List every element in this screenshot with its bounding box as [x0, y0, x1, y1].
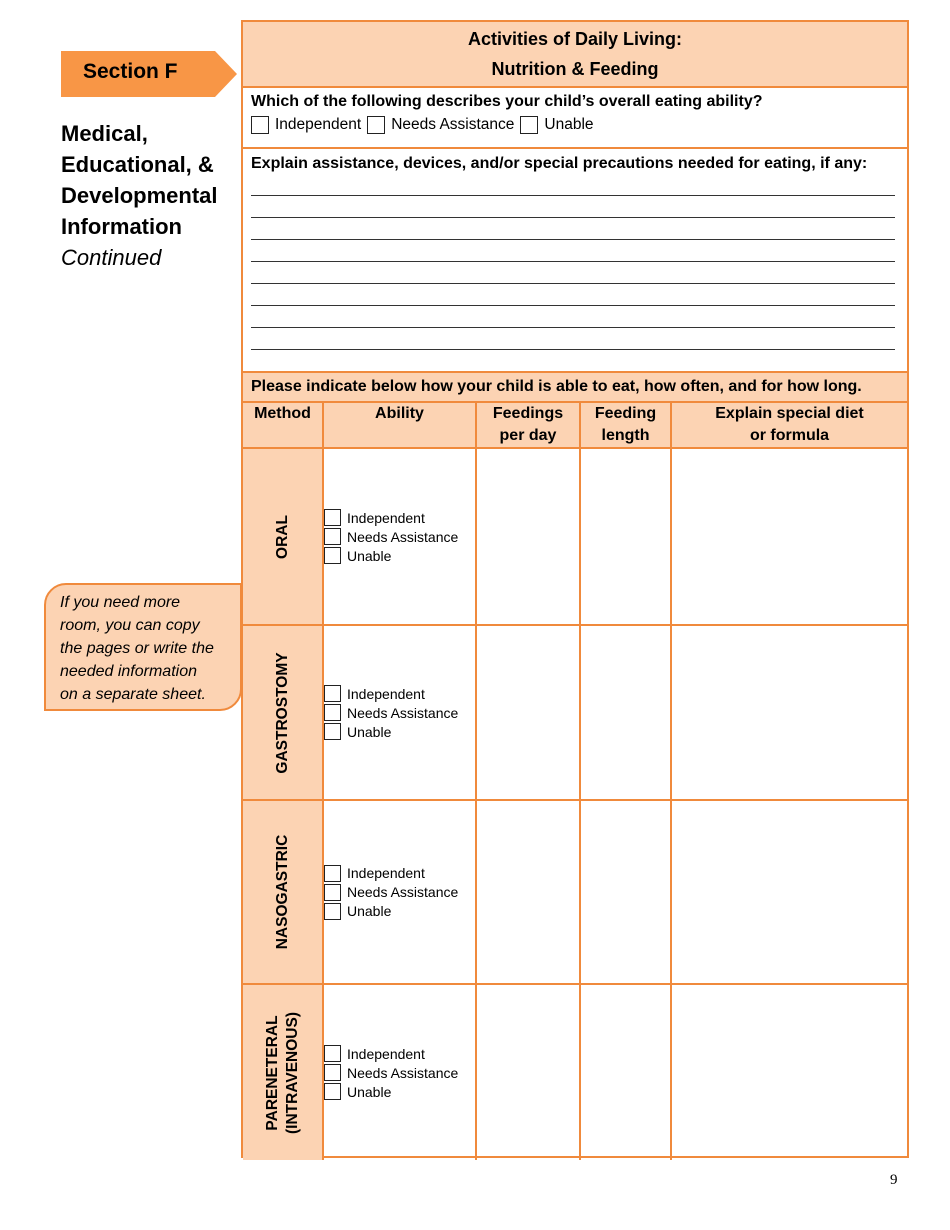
- section-title-line: Information: [61, 214, 182, 239]
- note-line: If you need more: [60, 594, 181, 611]
- nutrition-feeding-form: [241, 20, 909, 1158]
- special-diet-cell[interactable]: [671, 800, 907, 984]
- answer-line[interactable]: [251, 261, 895, 262]
- overall-eating-question: [243, 88, 907, 149]
- needs-assistance-checkbox[interactable]: [367, 116, 385, 134]
- header-feeding-length: Feeding length: [580, 403, 671, 448]
- overall-eating-options: [251, 116, 899, 134]
- needs-assistance-checkbox[interactable]: [324, 704, 341, 721]
- header-method: Method: [243, 403, 323, 448]
- table-row: [243, 984, 907, 1160]
- option-independent: [251, 116, 361, 134]
- needs-assistance-checkbox[interactable]: [324, 528, 341, 545]
- answer-line[interactable]: [251, 195, 895, 196]
- table-row: [243, 448, 907, 625]
- section-title-line: Developmental: [61, 183, 218, 208]
- table-row: [243, 625, 907, 800]
- ability-cell: Independent Needs Assistance Unable: [323, 984, 476, 1160]
- note-line: needed information: [60, 663, 197, 680]
- special-diet-cell[interactable]: [671, 448, 907, 625]
- answer-line[interactable]: [251, 349, 895, 350]
- eating-precautions-label: Explain assistance, devices, and/or special precautions needed for eating, if any:: [251, 155, 868, 172]
- feedings-per-day-cell[interactable]: [476, 800, 580, 984]
- ability-cell: Independent Needs Assistance Unable: [323, 625, 476, 800]
- independent-checkbox[interactable]: [324, 1045, 341, 1062]
- independent-checkbox[interactable]: [324, 865, 341, 882]
- answer-line[interactable]: [251, 239, 895, 240]
- note-line: room, you can copy: [60, 617, 200, 634]
- section-tab-label: Section F: [83, 60, 178, 83]
- ability-cell: Independent Needs Assistance Unable: [323, 800, 476, 984]
- table-row: [243, 800, 907, 984]
- unable-checkbox[interactable]: [324, 723, 341, 740]
- indicate-instruction: Please indicate below how your child is able to eat, how often, and for how long.: [243, 373, 907, 403]
- header-special-diet: Explain special diet or formula: [671, 403, 907, 448]
- note-line: on a separate sheet.: [60, 686, 206, 703]
- answer-line[interactable]: [251, 305, 895, 306]
- independent-checkbox[interactable]: [324, 509, 341, 526]
- independent-checkbox[interactable]: [251, 116, 269, 134]
- unable-checkbox[interactable]: [324, 903, 341, 920]
- section-title: [61, 118, 218, 273]
- feeding-length-cell[interactable]: [580, 448, 671, 625]
- method-pareneteral: PARENETERAL (INTRAVENOUS): [243, 984, 323, 1160]
- answer-line[interactable]: [251, 217, 895, 218]
- eating-precautions-question: [243, 149, 907, 373]
- answer-line[interactable]: [251, 283, 895, 284]
- more-room-note: [44, 583, 242, 711]
- feeding-length-cell[interactable]: [580, 984, 671, 1160]
- page-number: 9: [890, 1172, 898, 1188]
- special-diet-cell[interactable]: [671, 625, 907, 800]
- form-header-line1: Activities of Daily Living:: [467, 29, 683, 49]
- overall-eating-label: Which of the following describes your child’s overall eating ability?: [251, 93, 763, 110]
- method-oral: ORAL: [243, 448, 323, 625]
- independent-checkbox[interactable]: [324, 685, 341, 702]
- header-feedings-per-day: Feedings per day: [476, 403, 580, 448]
- form-header: [243, 22, 907, 88]
- answer-line[interactable]: [251, 327, 895, 328]
- section-title-line: Medical,: [61, 121, 148, 146]
- option-label: Unable: [544, 116, 594, 133]
- feeding-length-cell[interactable]: [580, 625, 671, 800]
- feeding-length-cell[interactable]: [580, 800, 671, 984]
- option-label: Independent: [275, 116, 362, 133]
- needs-assistance-checkbox[interactable]: [324, 1064, 341, 1081]
- option-unable: [520, 116, 593, 134]
- feedings-per-day-cell[interactable]: [476, 625, 580, 800]
- form-header-line2: Nutrition & Feeding: [491, 59, 659, 79]
- method-gastrostomy: GASTROSTOMY: [243, 625, 323, 800]
- section-continued: Continued: [61, 245, 162, 270]
- option-label: Needs Assistance: [391, 116, 515, 133]
- ability-cell: Independent Needs Assistance Unable: [323, 448, 476, 625]
- unable-checkbox[interactable]: [520, 116, 538, 134]
- feedings-per-day-cell[interactable]: [476, 984, 580, 1160]
- feeding-methods-table: [243, 403, 907, 1160]
- needs-assistance-checkbox[interactable]: [324, 884, 341, 901]
- method-nasogastric: NASOGASTRIC: [243, 800, 323, 984]
- special-diet-cell[interactable]: [671, 984, 907, 1160]
- header-ability: Ability: [323, 403, 476, 448]
- unable-checkbox[interactable]: [324, 1083, 341, 1100]
- section-title-line: Educational, &: [61, 152, 214, 177]
- feedings-per-day-cell[interactable]: [476, 448, 580, 625]
- option-needs-assistance: [367, 116, 514, 134]
- section-tab: [61, 51, 237, 97]
- note-line: the pages or write the: [60, 640, 214, 657]
- table-header-row: [243, 403, 907, 448]
- unable-checkbox[interactable]: [324, 547, 341, 564]
